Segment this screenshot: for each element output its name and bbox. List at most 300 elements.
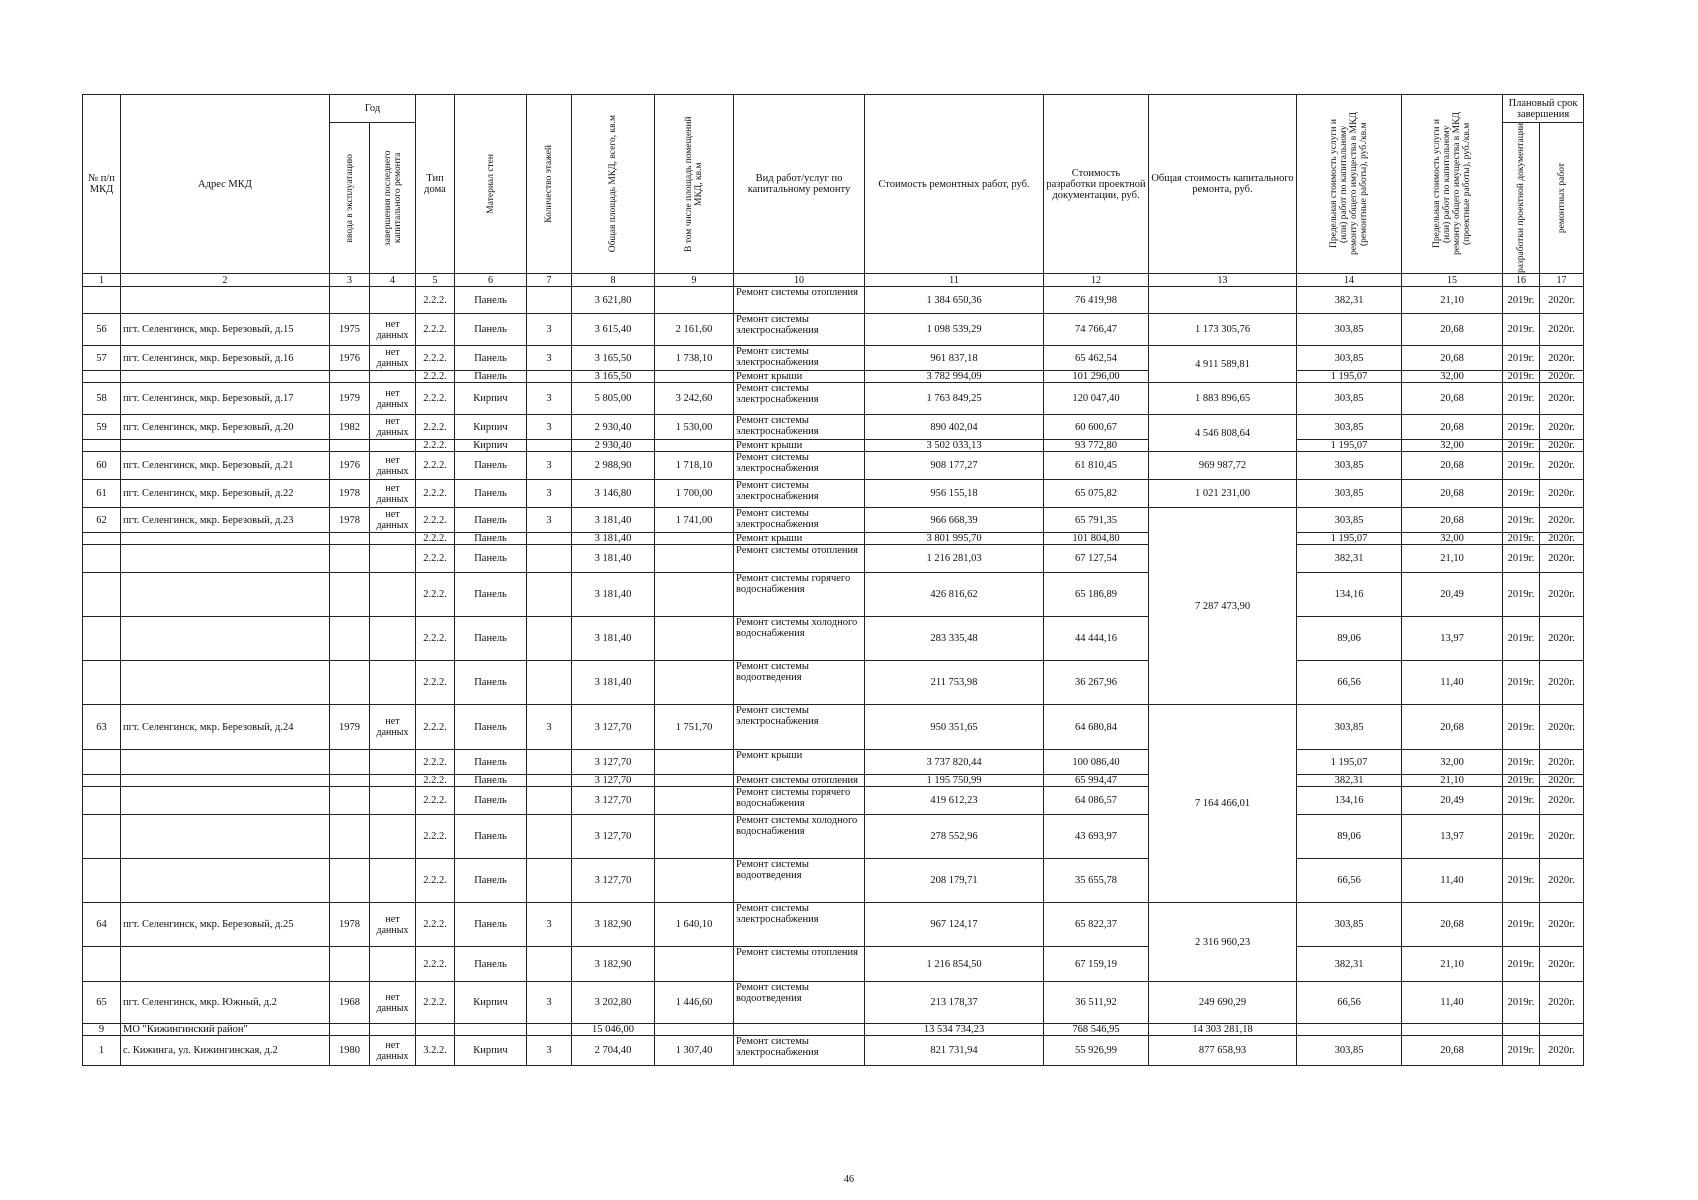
- row-number-cell: [83, 661, 121, 705]
- table-row: [83, 480, 1584, 508]
- column-number-row: [83, 274, 1584, 287]
- residential-area-cell: 1 741,00: [655, 508, 734, 533]
- table-row: [83, 982, 1584, 1024]
- address-cell: пгт. Селенгинск, мкр. Березовый, д.16: [121, 346, 330, 371]
- column-number: 9: [655, 274, 734, 287]
- table-row: [83, 415, 1584, 440]
- year-last-repair-cell: нет данных: [370, 508, 416, 533]
- plan-design-cell: 2019г.: [1503, 815, 1540, 859]
- plan-design-cell: 2019г.: [1503, 452, 1540, 480]
- table-row: [83, 750, 1584, 775]
- year-last-repair-cell: [370, 947, 416, 982]
- limit-design-cell: [1402, 1024, 1503, 1036]
- limit-design-cell: 32,00: [1402, 440, 1503, 452]
- row-number-cell: [83, 787, 121, 815]
- wall-material-cell: Панель: [455, 859, 527, 903]
- header-work-type: Вид работ/услуг по капитальному ремонту: [734, 95, 865, 274]
- wall-material-cell: Панель: [455, 947, 527, 982]
- repair-cost-cell: 278 552,96: [865, 815, 1044, 859]
- capital-repair-table: [82, 94, 1584, 1066]
- limit-repair-cell: 303,85: [1297, 903, 1402, 947]
- limit-repair-cell: 89,06: [1297, 617, 1402, 661]
- design-cost-cell: 65 075,82: [1044, 480, 1149, 508]
- limit-design-cell: 21,10: [1402, 287, 1503, 314]
- total-area-cell: 2 930,40: [572, 440, 655, 452]
- wall-material-cell: Панель: [455, 545, 527, 573]
- limit-repair-cell: 382,31: [1297, 545, 1402, 573]
- year-last-repair-cell: нет данных: [370, 480, 416, 508]
- row-number-cell: [83, 545, 121, 573]
- work-type-cell: Ремонт системы электроснабжения: [734, 903, 865, 947]
- floors-cell: [527, 815, 572, 859]
- column-number: 14: [1297, 274, 1402, 287]
- limit-repair-cell: 303,85: [1297, 314, 1402, 346]
- table-row: [83, 1024, 1584, 1036]
- table-row: [83, 661, 1584, 705]
- wall-material-cell: Панель: [455, 371, 527, 383]
- row-number-cell: [83, 750, 121, 775]
- column-number: 17: [1540, 274, 1584, 287]
- plan-design-cell: 2019г.: [1503, 480, 1540, 508]
- row-number-cell: [83, 775, 121, 787]
- total-area-cell: 3 202,80: [572, 982, 655, 1024]
- work-type-cell: Ремонт крыши: [734, 440, 865, 452]
- row-number-cell: 58: [83, 383, 121, 415]
- wall-material-cell: Кирпич: [455, 982, 527, 1024]
- repair-cost-cell: 908 177,27: [865, 452, 1044, 480]
- header-repair-cost: Стоимость ремонтных работ, руб.: [865, 95, 1044, 274]
- limit-repair-cell: 66,56: [1297, 982, 1402, 1024]
- year-entry-cell: [330, 440, 370, 452]
- row-number-cell: 1: [83, 1036, 121, 1066]
- plan-design-cell: 2019г.: [1503, 750, 1540, 775]
- total-area-cell: 2 930,40: [572, 415, 655, 440]
- floors-cell: [527, 371, 572, 383]
- wall-material-cell: Панель: [455, 533, 527, 545]
- design-cost-cell: 36 511,92: [1044, 982, 1149, 1024]
- wall-material-cell: Панель: [455, 617, 527, 661]
- repair-cost-cell: 956 155,18: [865, 480, 1044, 508]
- year-last-repair-cell: [370, 1024, 416, 1036]
- residential-area-cell: [655, 533, 734, 545]
- plan-repair-cell: 2020г.: [1540, 661, 1584, 705]
- residential-area-cell: [655, 617, 734, 661]
- design-cost-cell: 101 804,80: [1044, 533, 1149, 545]
- address-cell: пгт. Селенгинск, мкр. Березовый, д.25: [121, 903, 330, 947]
- total-area-cell: 3 621,80: [572, 287, 655, 314]
- year-last-repair-cell: [370, 815, 416, 859]
- row-number-cell: [83, 573, 121, 617]
- residential-area-cell: [655, 787, 734, 815]
- limit-repair-cell: 303,85: [1297, 452, 1402, 480]
- total-area-cell: 3 165,50: [572, 346, 655, 371]
- header-year: Год: [330, 95, 416, 123]
- residential-area-cell: [655, 287, 734, 314]
- wall-material-cell: [455, 1024, 527, 1036]
- column-number: 6: [455, 274, 527, 287]
- limit-design-cell: 20,68: [1402, 314, 1503, 346]
- year-last-repair-cell: [370, 750, 416, 775]
- wall-material-cell: Панель: [455, 903, 527, 947]
- plan-design-cell: 2019г.: [1503, 314, 1540, 346]
- floors-cell: [527, 287, 572, 314]
- work-type-cell: Ремонт крыши: [734, 371, 865, 383]
- header-plan-design: разработки проектной документации: [1503, 123, 1540, 274]
- year-entry-cell: [330, 573, 370, 617]
- limit-design-cell: 21,10: [1402, 947, 1503, 982]
- work-type-cell: Ремонт системы водоотведения: [734, 982, 865, 1024]
- total-cost-cell: 7 164 466,01: [1149, 705, 1297, 903]
- wall-material-cell: Панель: [455, 287, 527, 314]
- row-number-cell: 63: [83, 705, 121, 750]
- residential-area-cell: [655, 775, 734, 787]
- limit-design-cell: 13,97: [1402, 617, 1503, 661]
- table-row: [83, 787, 1584, 815]
- plan-design-cell: 2019г.: [1503, 617, 1540, 661]
- row-number-cell: 64: [83, 903, 121, 947]
- floors-cell: [527, 661, 572, 705]
- table-row: [83, 533, 1584, 545]
- floors-cell: 3: [527, 982, 572, 1024]
- limit-design-cell: 21,10: [1402, 775, 1503, 787]
- total-area-cell: 2 704,40: [572, 1036, 655, 1066]
- limit-design-cell: 20,49: [1402, 573, 1503, 617]
- floors-cell: [527, 859, 572, 903]
- header-planned-completion: Плановый срок завершения: [1503, 95, 1584, 123]
- row-number-cell: 65: [83, 982, 121, 1024]
- repair-cost-cell: 3 737 820,44: [865, 750, 1044, 775]
- wall-material-cell: Панель: [455, 775, 527, 787]
- column-number: 3: [330, 274, 370, 287]
- total-area-cell: 3 181,40: [572, 617, 655, 661]
- row-number-cell: [83, 440, 121, 452]
- plan-repair-cell: 2020г.: [1540, 287, 1584, 314]
- limit-repair-cell: 303,85: [1297, 480, 1402, 508]
- limit-design-cell: 20,68: [1402, 452, 1503, 480]
- year-entry-cell: [330, 947, 370, 982]
- wall-material-cell: Кирпич: [455, 383, 527, 415]
- address-cell: [121, 775, 330, 787]
- limit-design-cell: 20,68: [1402, 480, 1503, 508]
- column-number: 10: [734, 274, 865, 287]
- header-limit-repair: Предельная стоимость услуги и (или) работ по капитальному ремонту общего имущества в МКД (ремонтные работы), руб./кв.м: [1297, 95, 1402, 274]
- year-last-repair-cell: нет данных: [370, 452, 416, 480]
- floors-cell: 3: [527, 903, 572, 947]
- address-cell: пгт. Селенгинск, мкр. Березовый, д.24: [121, 705, 330, 750]
- limit-design-cell: 20,49: [1402, 787, 1503, 815]
- house-type-cell: 2.2.2.: [416, 617, 455, 661]
- limit-repair-cell: 66,56: [1297, 859, 1402, 903]
- address-cell: [121, 533, 330, 545]
- residential-area-cell: 1 307,40: [655, 1036, 734, 1066]
- residential-area-cell: [655, 545, 734, 573]
- floors-cell: [527, 787, 572, 815]
- work-type-cell: Ремонт системы электроснабжения: [734, 480, 865, 508]
- column-number: 5: [416, 274, 455, 287]
- column-number: 15: [1402, 274, 1503, 287]
- repair-cost-cell: 426 816,62: [865, 573, 1044, 617]
- plan-repair-cell: 2020г.: [1540, 775, 1584, 787]
- plan-repair-cell: 2020г.: [1540, 947, 1584, 982]
- year-last-repair-cell: нет данных: [370, 903, 416, 947]
- year-last-repair-cell: [370, 617, 416, 661]
- column-number: 2: [121, 274, 330, 287]
- year-last-repair-cell: [370, 545, 416, 573]
- work-type-cell: Ремонт системы электроснабжения: [734, 508, 865, 533]
- house-type-cell: 2.2.2.: [416, 508, 455, 533]
- work-type-cell: Ремонт системы отопления: [734, 287, 865, 314]
- wall-material-cell: Панель: [455, 573, 527, 617]
- year-entry-cell: [330, 661, 370, 705]
- plan-repair-cell: 2020г.: [1540, 533, 1584, 545]
- wall-material-cell: Кирпич: [455, 415, 527, 440]
- address-cell: пгт. Селенгинск, мкр. Березовый, д.22: [121, 480, 330, 508]
- total-area-cell: 2 988,90: [572, 452, 655, 480]
- year-last-repair-cell: [370, 533, 416, 545]
- limit-repair-cell: 1 195,07: [1297, 371, 1402, 383]
- total-cost-cell: 1 883 896,65: [1149, 383, 1297, 415]
- design-cost-cell: 36 267,96: [1044, 661, 1149, 705]
- house-type-cell: 2.2.2.: [416, 415, 455, 440]
- limit-repair-cell: [1297, 1024, 1402, 1036]
- design-cost-cell: 768 546,95: [1044, 1024, 1149, 1036]
- house-type-cell: 2.2.2.: [416, 859, 455, 903]
- plan-repair-cell: 2020г.: [1540, 452, 1584, 480]
- work-type-cell: Ремонт системы электроснабжения: [734, 705, 865, 750]
- row-number-cell: [83, 371, 121, 383]
- work-type-cell: Ремонт системы холодного водоснабжения: [734, 815, 865, 859]
- year-entry-cell: 1978: [330, 480, 370, 508]
- plan-design-cell: 2019г.: [1503, 508, 1540, 533]
- work-type-cell: Ремонт крыши: [734, 533, 865, 545]
- address-cell: [121, 947, 330, 982]
- plan-repair-cell: [1540, 1024, 1584, 1036]
- year-entry-cell: 1976: [330, 452, 370, 480]
- table-row: [83, 947, 1584, 982]
- design-cost-cell: 65 791,35: [1044, 508, 1149, 533]
- plan-repair-cell: 2020г.: [1540, 440, 1584, 452]
- work-type-cell: Ремонт системы электроснабжения: [734, 314, 865, 346]
- plan-repair-cell: 2020г.: [1540, 1036, 1584, 1066]
- limit-design-cell: 11,40: [1402, 982, 1503, 1024]
- plan-design-cell: 2019г.: [1503, 383, 1540, 415]
- total-area-cell: 3 127,70: [572, 787, 655, 815]
- limit-repair-cell: 382,31: [1297, 287, 1402, 314]
- design-cost-cell: 55 926,99: [1044, 1036, 1149, 1066]
- year-last-repair-cell: нет данных: [370, 314, 416, 346]
- year-entry-cell: 1978: [330, 508, 370, 533]
- plan-repair-cell: 2020г.: [1540, 859, 1584, 903]
- address-cell: [121, 815, 330, 859]
- residential-area-cell: [655, 1024, 734, 1036]
- house-type-cell: 2.2.2.: [416, 705, 455, 750]
- address-cell: пгт. Селенгинск, мкр. Березовый, д.15: [121, 314, 330, 346]
- plan-repair-cell: 2020г.: [1540, 903, 1584, 947]
- address-cell: пгт. Селенгинск, мкр. Березовый, д.21: [121, 452, 330, 480]
- row-number-cell: 9: [83, 1024, 121, 1036]
- wall-material-cell: Кирпич: [455, 440, 527, 452]
- address-cell: МО "Кижингинский район": [121, 1024, 330, 1036]
- total-cost-cell: 14 303 281,18: [1149, 1024, 1297, 1036]
- total-area-cell: 3 182,90: [572, 947, 655, 982]
- house-type-cell: 2.2.2.: [416, 573, 455, 617]
- row-number-cell: [83, 287, 121, 314]
- table-row: [83, 815, 1584, 859]
- row-number-cell: 56: [83, 314, 121, 346]
- year-entry-cell: 1979: [330, 383, 370, 415]
- year-entry-cell: [330, 787, 370, 815]
- total-cost-cell: 2 316 960,23: [1149, 903, 1297, 982]
- floors-cell: 3: [527, 705, 572, 750]
- repair-cost-cell: 3 801 995,70: [865, 533, 1044, 545]
- design-cost-cell: 65 994,47: [1044, 775, 1149, 787]
- year-last-repair-cell: [370, 573, 416, 617]
- plan-repair-cell: 2020г.: [1540, 383, 1584, 415]
- wall-material-cell: Панель: [455, 452, 527, 480]
- plan-repair-cell: 2020г.: [1540, 573, 1584, 617]
- plan-design-cell: 2019г.: [1503, 859, 1540, 903]
- header-plan-repair: ремонтных работ: [1540, 123, 1584, 274]
- house-type-cell: 2.2.2.: [416, 750, 455, 775]
- limit-design-cell: 32,00: [1402, 750, 1503, 775]
- repair-cost-cell: 1 098 539,29: [865, 314, 1044, 346]
- house-type-cell: 2.2.2.: [416, 346, 455, 371]
- column-number: 13: [1149, 274, 1297, 287]
- table-row: [83, 508, 1584, 533]
- house-type-cell: 2.2.2.: [416, 452, 455, 480]
- limit-repair-cell: 89,06: [1297, 815, 1402, 859]
- header-design-cost: Стоимость разработки проектной документации, руб.: [1044, 95, 1149, 274]
- wall-material-cell: Кирпич: [455, 1036, 527, 1066]
- total-cost-cell: 969 987,72: [1149, 452, 1297, 480]
- year-last-repair-cell: нет данных: [370, 415, 416, 440]
- address-cell: [121, 440, 330, 452]
- work-type-cell: Ремонт системы водоотведения: [734, 859, 865, 903]
- residential-area-cell: 1 718,10: [655, 452, 734, 480]
- total-area-cell: 3 181,40: [572, 508, 655, 533]
- plan-design-cell: 2019г.: [1503, 661, 1540, 705]
- design-cost-cell: 67 127,54: [1044, 545, 1149, 573]
- address-cell: [121, 371, 330, 383]
- plan-repair-cell: 2020г.: [1540, 982, 1584, 1024]
- table-row: [83, 1036, 1584, 1066]
- wall-material-cell: Панель: [455, 346, 527, 371]
- limit-repair-cell: 66,56: [1297, 661, 1402, 705]
- house-type-cell: 3.2.2.: [416, 1036, 455, 1066]
- table-body: [83, 287, 1584, 1066]
- wall-material-cell: Панель: [455, 787, 527, 815]
- plan-design-cell: 2019г.: [1503, 787, 1540, 815]
- address-cell: пгт. Селенгинск, мкр. Южный, д.2: [121, 982, 330, 1024]
- row-number-cell: 61: [83, 480, 121, 508]
- plan-design-cell: [1503, 1024, 1540, 1036]
- address-cell: [121, 661, 330, 705]
- floors-cell: [527, 617, 572, 661]
- design-cost-cell: 67 159,19: [1044, 947, 1149, 982]
- total-cost-cell: 7 287 473,90: [1149, 508, 1297, 705]
- total-cost-cell: 1 021 231,00: [1149, 480, 1297, 508]
- floors-cell: [527, 533, 572, 545]
- row-number-cell: [83, 859, 121, 903]
- row-number-cell: 57: [83, 346, 121, 371]
- house-type-cell: 2.2.2.: [416, 982, 455, 1024]
- residential-area-cell: [655, 573, 734, 617]
- repair-cost-cell: 1 216 854,50: [865, 947, 1044, 982]
- residential-area-cell: [655, 859, 734, 903]
- plan-repair-cell: 2020г.: [1540, 787, 1584, 815]
- header-residential-area: В том числе площадь помещений МКД, кв.м: [655, 95, 734, 274]
- total-area-cell: 3 181,40: [572, 533, 655, 545]
- year-entry-cell: [330, 545, 370, 573]
- residential-area-cell: 1 640,10: [655, 903, 734, 947]
- design-cost-cell: 64 680,84: [1044, 705, 1149, 750]
- limit-design-cell: 20,68: [1402, 508, 1503, 533]
- total-area-cell: 3 127,70: [572, 775, 655, 787]
- table-row: [83, 452, 1584, 480]
- year-last-repair-cell: [370, 661, 416, 705]
- house-type-cell: 2.2.2.: [416, 314, 455, 346]
- column-number: 12: [1044, 274, 1149, 287]
- floors-cell: 3: [527, 314, 572, 346]
- plan-repair-cell: 2020г.: [1540, 314, 1584, 346]
- floors-cell: [527, 440, 572, 452]
- house-type-cell: 2.2.2.: [416, 440, 455, 452]
- work-type-cell: Ремонт системы электроснабжения: [734, 383, 865, 415]
- total-area-cell: 3 181,40: [572, 661, 655, 705]
- limit-repair-cell: 303,85: [1297, 508, 1402, 533]
- total-cost-cell: 249 690,29: [1149, 982, 1297, 1024]
- limit-design-cell: 20,68: [1402, 346, 1503, 371]
- house-type-cell: 2.2.2.: [416, 661, 455, 705]
- plan-design-cell: 2019г.: [1503, 573, 1540, 617]
- work-type-cell: [734, 1024, 865, 1036]
- design-cost-cell: 44 444,16: [1044, 617, 1149, 661]
- row-number-cell: 60: [83, 452, 121, 480]
- design-cost-cell: 65 186,89: [1044, 573, 1149, 617]
- limit-repair-cell: 134,16: [1297, 573, 1402, 617]
- wall-material-cell: Панель: [455, 750, 527, 775]
- work-type-cell: Ремонт системы отопления: [734, 947, 865, 982]
- house-type-cell: 2.2.2.: [416, 947, 455, 982]
- address-cell: [121, 573, 330, 617]
- plan-design-cell: 2019г.: [1503, 440, 1540, 452]
- work-type-cell: Ремонт системы горячего водоснабжения: [734, 573, 865, 617]
- table-row: [83, 775, 1584, 787]
- plan-design-cell: 2019г.: [1503, 903, 1540, 947]
- address-cell: [121, 750, 330, 775]
- total-cost-cell: 877 658,93: [1149, 1036, 1297, 1066]
- table-row: [83, 346, 1584, 371]
- design-cost-cell: 35 655,78: [1044, 859, 1149, 903]
- repair-cost-cell: 419 612,23: [865, 787, 1044, 815]
- year-entry-cell: [330, 859, 370, 903]
- limit-design-cell: 11,40: [1402, 859, 1503, 903]
- year-entry-cell: [330, 371, 370, 383]
- limit-repair-cell: 303,85: [1297, 383, 1402, 415]
- plan-design-cell: 2019г.: [1503, 982, 1540, 1024]
- table-row: [83, 440, 1584, 452]
- residential-area-cell: 1 751,70: [655, 705, 734, 750]
- floors-cell: [527, 750, 572, 775]
- limit-repair-cell: 303,85: [1297, 346, 1402, 371]
- total-area-cell: 3 181,40: [572, 545, 655, 573]
- year-entry-cell: [330, 287, 370, 314]
- design-cost-cell: 60 600,67: [1044, 415, 1149, 440]
- plan-repair-cell: 2020г.: [1540, 705, 1584, 750]
- total-area-cell: 3 181,40: [572, 573, 655, 617]
- limit-repair-cell: 1 195,07: [1297, 440, 1402, 452]
- plan-repair-cell: 2020г.: [1540, 508, 1584, 533]
